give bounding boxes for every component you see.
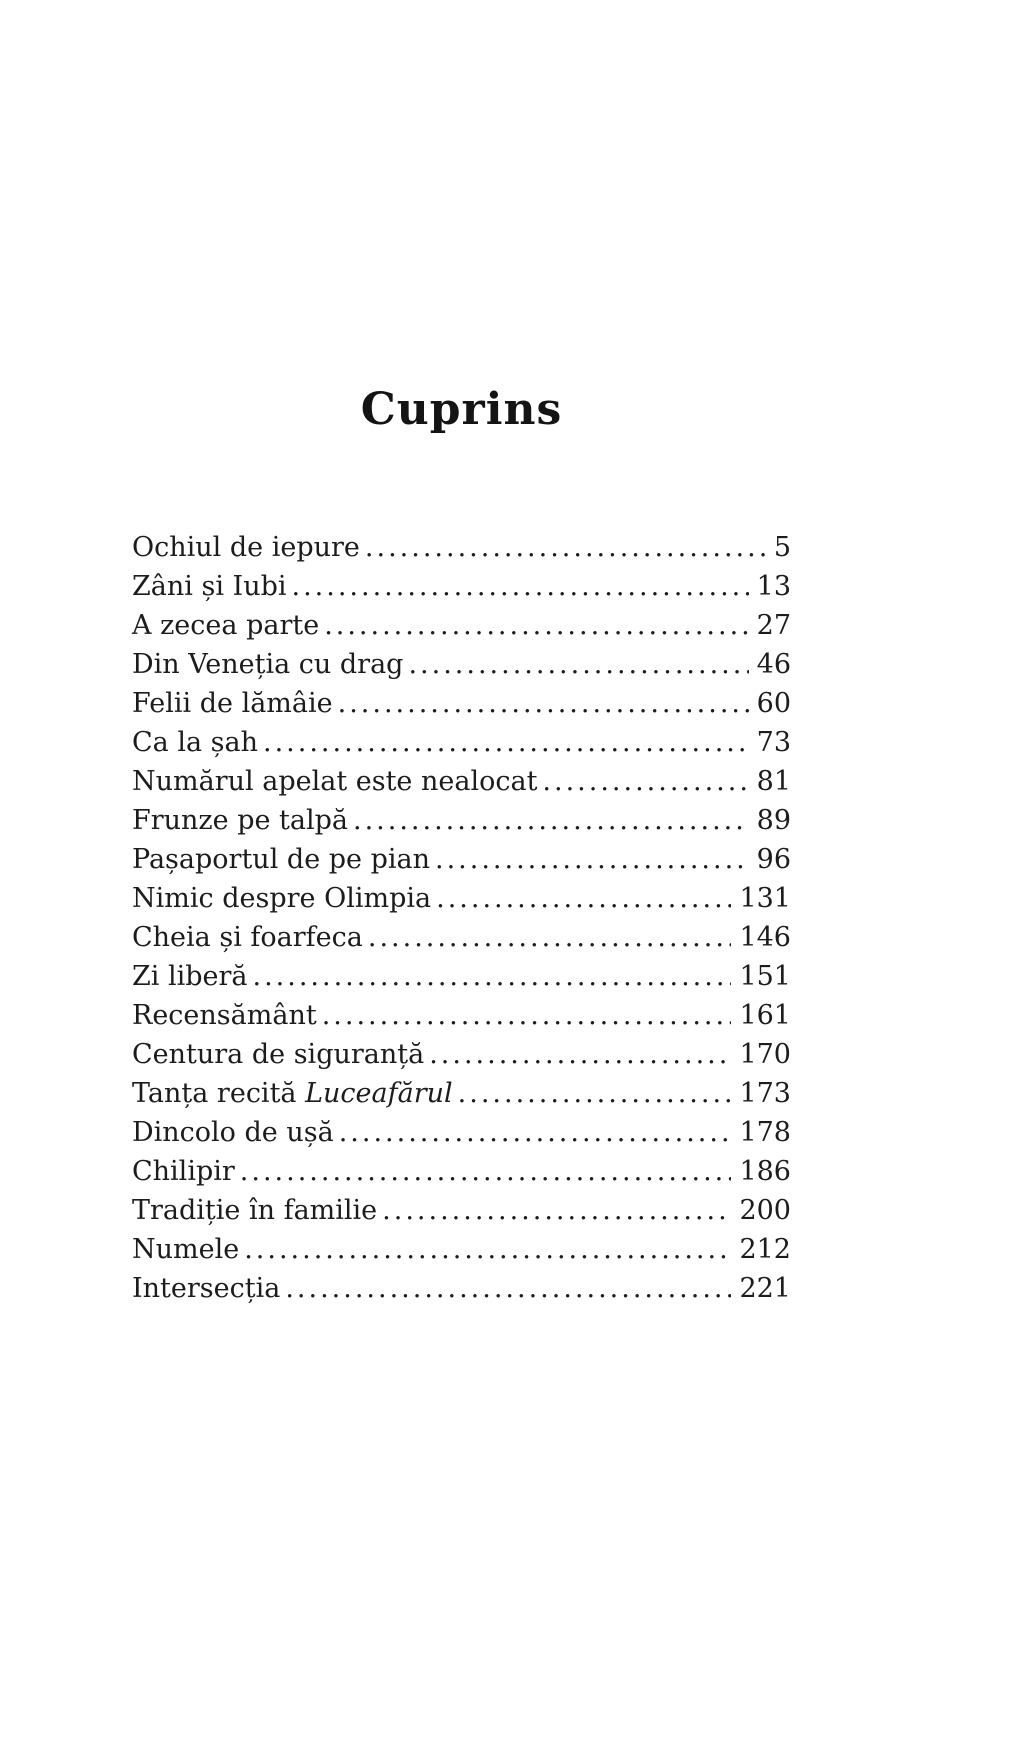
dot-leader xyxy=(368,918,732,957)
toc-entry-title xyxy=(132,567,287,606)
toc-entry-text: Felii de lămâie xyxy=(132,688,333,719)
toc-entry-title xyxy=(132,1269,280,1308)
toc-entry-text: Nimic despre Olimpia xyxy=(132,883,432,914)
toc-entry-page-number: 200 xyxy=(739,1195,791,1226)
toc-entry xyxy=(132,684,791,723)
toc-entry-page-number: 60 xyxy=(756,688,791,719)
dot-leader xyxy=(365,528,766,567)
toc-entry-page-number: 131 xyxy=(739,883,791,914)
toc-entry-page-number: 151 xyxy=(739,961,791,992)
toc-entry xyxy=(132,528,791,567)
toc-entry-title xyxy=(132,723,258,762)
toc-entry-page-number: 173 xyxy=(739,1078,791,1109)
dot-leader xyxy=(408,645,748,684)
toc-entry-title xyxy=(132,840,430,879)
toc-entry-page-number: 96 xyxy=(756,844,791,875)
toc-entry-italic-text: Luceafărul xyxy=(305,1078,453,1109)
toc-entry-text: Recensământ xyxy=(132,1000,317,1031)
toc-entry-text: Ca la șah xyxy=(132,727,258,758)
toc-entry-page-number: 161 xyxy=(739,1000,791,1031)
dot-leader xyxy=(292,567,749,606)
toc-entry-text: Intersecția xyxy=(132,1273,281,1304)
toc-entry xyxy=(132,918,791,957)
toc-entry xyxy=(132,606,791,645)
dot-leader xyxy=(382,1191,731,1230)
toc-entry-title xyxy=(132,1152,235,1191)
toc-entry-text: Frunze pe talpă xyxy=(132,805,349,836)
toc-entry-title xyxy=(132,1230,239,1269)
dot-leader xyxy=(436,879,731,918)
dot-leader xyxy=(240,1152,732,1191)
toc-entry-title xyxy=(132,606,319,645)
toc-entry-text: Numărul apelat este nealocat xyxy=(132,766,538,797)
toc-entry-text: A zecea parte xyxy=(132,610,320,641)
toc-entry-page-number: 178 xyxy=(739,1117,791,1148)
toc-entry-title xyxy=(132,879,431,918)
toc-entry xyxy=(132,1074,791,1113)
toc-entry-title xyxy=(132,918,363,957)
toc-entry xyxy=(132,645,791,684)
toc-entry-title xyxy=(132,684,333,723)
toc-entry-page-number: 73 xyxy=(756,727,791,758)
toc-entry-text: Tradiție în familie xyxy=(132,1195,378,1226)
dot-leader xyxy=(324,606,748,645)
dot-leader xyxy=(458,1074,732,1113)
toc-entry-page-number: 221 xyxy=(739,1273,791,1304)
toc-entry xyxy=(132,1113,791,1152)
toc-entry xyxy=(132,1035,791,1074)
toc-entry-page-number: 46 xyxy=(756,649,791,680)
toc-entry-page-number: 89 xyxy=(756,805,791,836)
toc-entry-text: Tanța recită xyxy=(132,1078,306,1109)
dot-leader xyxy=(542,762,748,801)
toc-entry xyxy=(132,1269,791,1308)
toc-entry xyxy=(132,879,791,918)
dot-leader xyxy=(263,723,749,762)
toc-entry xyxy=(132,957,791,996)
dot-leader xyxy=(338,684,749,723)
toc-entry-text: Ochiul de iepure xyxy=(132,532,360,563)
toc-entry-page-number: 170 xyxy=(739,1039,791,1070)
toc-entry-page-number: 13 xyxy=(756,571,791,602)
toc-entry-page-number: 27 xyxy=(756,610,791,641)
toc-entry xyxy=(132,801,791,840)
toc-entry-text: Chilipir xyxy=(132,1156,235,1187)
toc-entry xyxy=(132,762,791,801)
dot-leader xyxy=(353,801,749,840)
page-title: Cuprins xyxy=(360,384,563,435)
toc-entry xyxy=(132,1191,791,1230)
toc-list xyxy=(132,528,791,1308)
dot-leader xyxy=(429,1035,731,1074)
toc-entry-title xyxy=(132,996,317,1035)
toc-entry-title xyxy=(132,645,403,684)
toc-entry-text: Numele xyxy=(132,1234,240,1265)
toc-entry xyxy=(132,840,791,879)
toc-entry xyxy=(132,1230,791,1269)
toc-entry xyxy=(132,723,791,762)
toc-entry xyxy=(132,1152,791,1191)
toc-entry-text: Din Veneția cu drag xyxy=(132,649,404,680)
toc-entry-text: Zi liberă xyxy=(132,961,248,992)
toc-entry-title xyxy=(132,1113,334,1152)
toc-entry-title xyxy=(132,1074,453,1113)
toc-entry-title xyxy=(132,957,248,996)
toc-entry-page-number: 186 xyxy=(739,1156,791,1187)
toc-entry xyxy=(132,567,791,606)
toc-entry-title xyxy=(132,1191,377,1230)
dot-leader xyxy=(322,996,732,1035)
dot-leader xyxy=(339,1113,732,1152)
toc-entry-title xyxy=(132,1035,424,1074)
toc-entry-text: Centura de siguranță xyxy=(132,1039,425,1070)
toc-entry-page-number: 81 xyxy=(756,766,791,797)
dot-leader xyxy=(285,1269,731,1308)
toc-entry xyxy=(132,996,791,1035)
dot-leader xyxy=(253,957,732,996)
toc-entry-page-number: 212 xyxy=(739,1234,791,1265)
toc-entry-text: Pașaportul de pe pian xyxy=(132,844,431,875)
dot-leader xyxy=(435,840,749,879)
toc-entry-text: Zâni și Iubi xyxy=(132,571,287,602)
toc-entry-title xyxy=(132,762,537,801)
toc-entry-title xyxy=(132,801,348,840)
toc-entry-page-number: 5 xyxy=(773,532,791,563)
toc-entry-text: Dincolo de ușă xyxy=(132,1117,334,1148)
toc-entry-page-number: 146 xyxy=(739,922,791,953)
toc-entry-text: Cheia și foarfeca xyxy=(132,922,363,953)
toc-entry-title xyxy=(132,528,360,567)
dot-leader xyxy=(244,1230,731,1269)
